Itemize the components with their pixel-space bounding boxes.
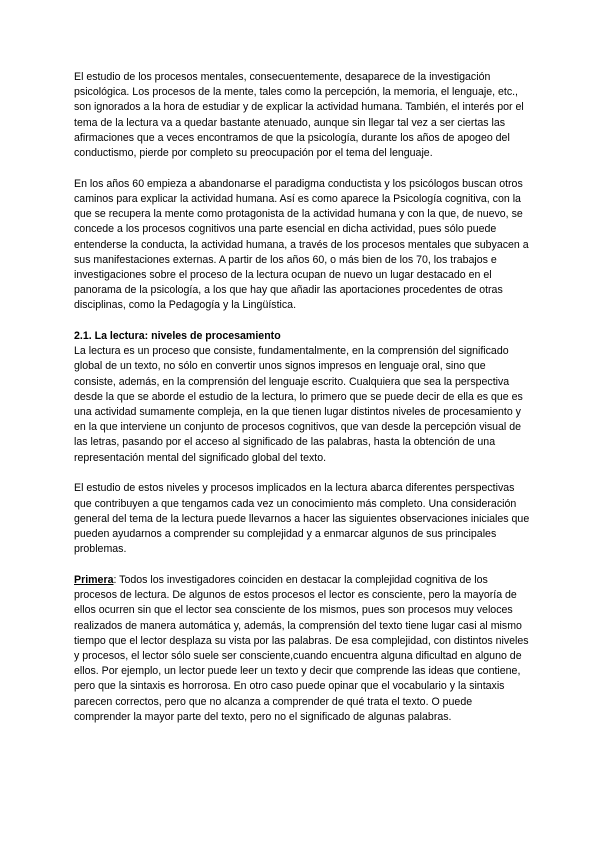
paragraph-behaviorism: El estudio de los procesos mentales, consecuentemente, desaparece de la investigación psicológica. Los procesos de la mente, tales como la percepción, la memoria, el lenguaje, etc., son ignorados a la hora de estudiar y de explicar la actividad humana. También, el interés por el tema de la lectura va a quedar bastante atenuado, aunque sin llegar tal vez a ser ciertas las afirmaciones que a veces encontramos de que la psicología, durante los años de apogeo del conductismo, pierde por completo su preocupación por el tema del lenguaje.	[74, 71, 524, 160]
first-observation-label: Primera	[74, 573, 114, 586]
paragraph-reading-perspectives: El estudio de estos niveles y procesos implicados en la lectura abarca diferentes perspectivas que contribuyen a que tengamos cada vez un conocimiento más completo. Una consideración general del tema de la lectura puede llevarnos a hacer las siguientes observaciones iniciales que pueden ayudarnos a comprender su complejidad y a enmarcar algunos de sus principales problemas.	[74, 482, 530, 556]
first-observation-text: : Todos los investigadores coinciden en destacar la complejidad cognitiva de los procesos de lectura. De algunos de estos procesos el lector es consciente, pero la mayoría de ellos ocurren sin que el lector sea consciente de los mismos, pues son procesos muy veloces realizados de manera automática y, además, la comprensión del texto tiene lugar casi al mismo tiempo que el lector desplaza su vista por las palabras. De esa complejidad, con distintos niveles y procesos, el lector sólo suele ser consciente,cuando encuentra alguna dificultad en alguno de ellos. Por ejemplo, un lector puede leer un texto y decir que comprende las ideas que contiene, pero que la sintaxis es horrorosa. En otro caso puede opinar que el vocabulario y la sintaxis parecen correctos, pero que no alcanza a comprender de qué trata el texto. O puede comprender la mayor parte del texto, pero no el significado de algunas palabras.	[74, 573, 529, 723]
document-page	[74, 70, 530, 740]
paragraph-cognitive-psychology: En los años 60 empieza a abandonarse el paradigma conductista y los psicólogos buscan otros caminos para explicar la actividad humana. Así es como aparece la Psicología cognitiva, con la que se recupera la mente como protagonista de la actividad humana y con la que, de nuevo, se concede a los procesos cognitivos una parte esencial en dicha actividad, pues sólo puede entenderse la conducta, la actividad humana, a través de los procesos mentales que subyacen a sus manifestaciones externas. A partir de los años 60, o más bien de los 70, los trabajos e investigaciones sobre el proceso de la lectura ocupan de nuevo un lugar destacado en el panorama de la psicología, a los que hay que añadir las aportaciones procedentes de otras disciplinas, como la Pedagogía y la Lingüística.	[74, 177, 529, 312]
paragraph-first-observation	[74, 573, 530, 725]
paragraph-reading-definition: La lectura es un proceso que consiste, fundamentalmente, en la comprensión del significado global de un texto, no sólo en convertir unos signos impresos en lenguaje oral, sino que consiste, además, en la comprensión del lenguaje escrito. Cualquiera que sea la perspectiva desde la que se aborde el estudio de la lectura, lo primero que se puede decir de ella es que es una actividad sumamente compleja, en la que tienen lugar distintos niveles de procesamiento y en la que interviene un conjunto de procesos cognitivos, que van desde la percepción visual de las letras, pasando por el acceso al significado de las palabras, hasta la obtención de una representación mental del significado global del texto.	[74, 345, 523, 464]
section-heading: 2.1. La lectura: niveles de procesamiento	[74, 330, 281, 343]
